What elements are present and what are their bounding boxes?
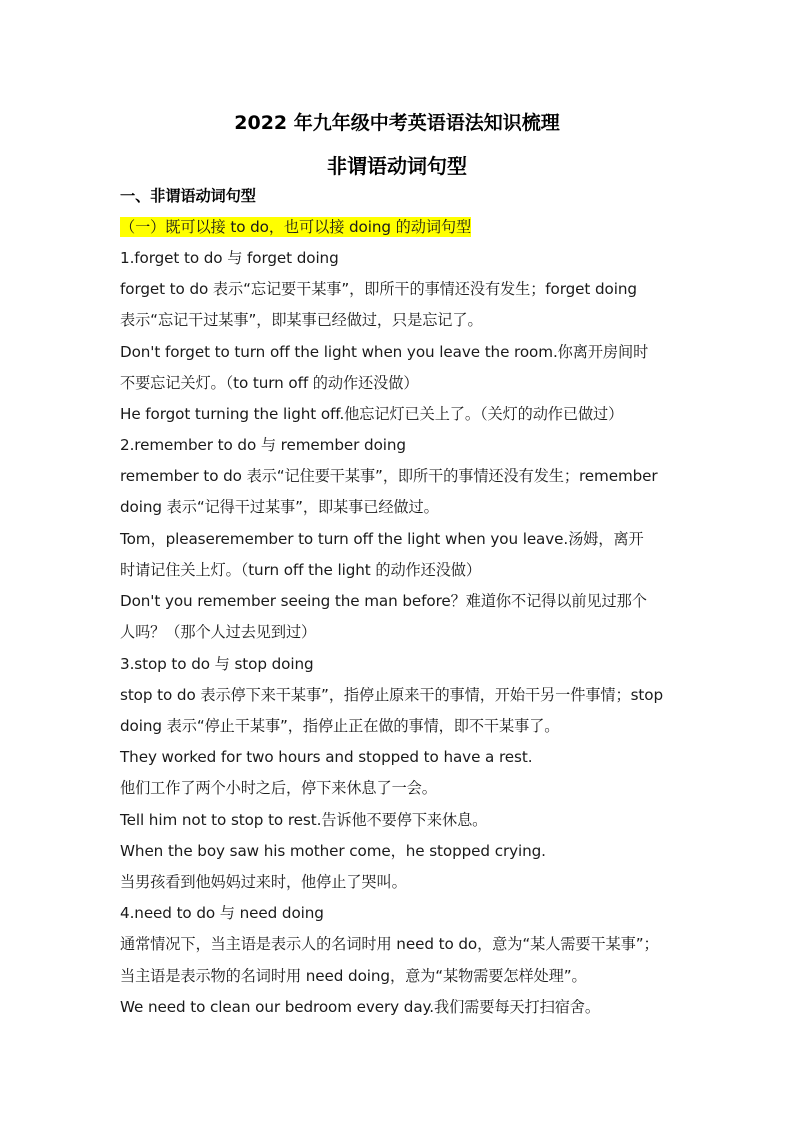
text-line: When the boy saw his mother come，he stopped crying. — [120, 842, 546, 860]
text-line: Don't forget to turn off the light when you leave the room.你离开房间时 — [120, 343, 649, 361]
document-subtitle: 非谓语动词句型 — [327, 154, 467, 178]
text-line: 不要忘记关灯。（to turn off 的动作还没做） — [120, 374, 419, 392]
text-line: He forgot turning the light off.他忘记灯已关上了。（关灯的动作已做过） — [120, 405, 624, 423]
text-line: 当男孩看到他妈妈过来时，他停止了哭叫。 — [120, 873, 407, 891]
text-line: doing 表示“记得干过某事”，即某事已经做过。 — [120, 498, 439, 516]
text-line: 通常情况下，当主语是表示人的名词时用 need to do，意为“某人需要干某事”； — [120, 935, 659, 953]
text-line: 2.remember to do 与 remember doing — [120, 436, 406, 454]
highlight-text: （一）既可以接 to do，也可以接 doing 的动词句型 — [120, 218, 472, 236]
text-line: forget to do 表示“忘记要干某事”，即所干的事情还没有发生；forget doing — [120, 280, 637, 298]
text-line: 1.forget to do 与 forget doing — [120, 249, 339, 267]
section-heading: 一、非谓语动词句型 — [120, 187, 256, 205]
text-line: 表示“忘记干过某事”，即某事已经做过，只是忘记了。 — [120, 311, 483, 329]
text-line: Tell him not to stop to rest.告诉他不要停下来休息。 — [120, 811, 488, 829]
text-line: 4.need to do 与 need doing — [120, 904, 324, 922]
text-line: 3.stop to do 与 stop doing — [120, 655, 314, 673]
text-line: 人吗？（那个人过去见到过） — [120, 623, 317, 641]
text-line: Tom，pleaseremember to turn off the light when you leave.汤姆，离开 — [120, 530, 644, 548]
text-line: 时请记住关上灯。（turn off the light 的动作还没做） — [120, 561, 481, 579]
text-line: 他们工作了两个小时之后，停下来休息了一会。 — [120, 779, 437, 797]
text-line: stop to do 表示停下来干某事”，指停止原来干的事情，开始干另一件事情；stop — [120, 686, 663, 704]
highlighted-subheading — [120, 217, 471, 237]
text-line: remember to do 表示“记住要干某事”，即所干的事情还没有发生；remember — [120, 467, 658, 485]
text-line: doing 表示“停止干某事”，指停止正在做的事情，即不干某事了。 — [120, 717, 560, 735]
text-line: We need to clean our bedroom every day.我们需要每天打扫宿舍。 — [120, 998, 600, 1016]
text-line: Don't you remember seeing the man before？难道你不记得以前见过那个 — [120, 592, 647, 610]
document-title: 2022 年九年级中考英语语法知识梳理 — [234, 112, 560, 134]
text-line: 当主语是表示物的名词时用 need doing，意为“某物需要怎样处理”。 — [120, 967, 587, 985]
text-line: They worked for two hours and stopped to have a rest. — [120, 748, 533, 766]
